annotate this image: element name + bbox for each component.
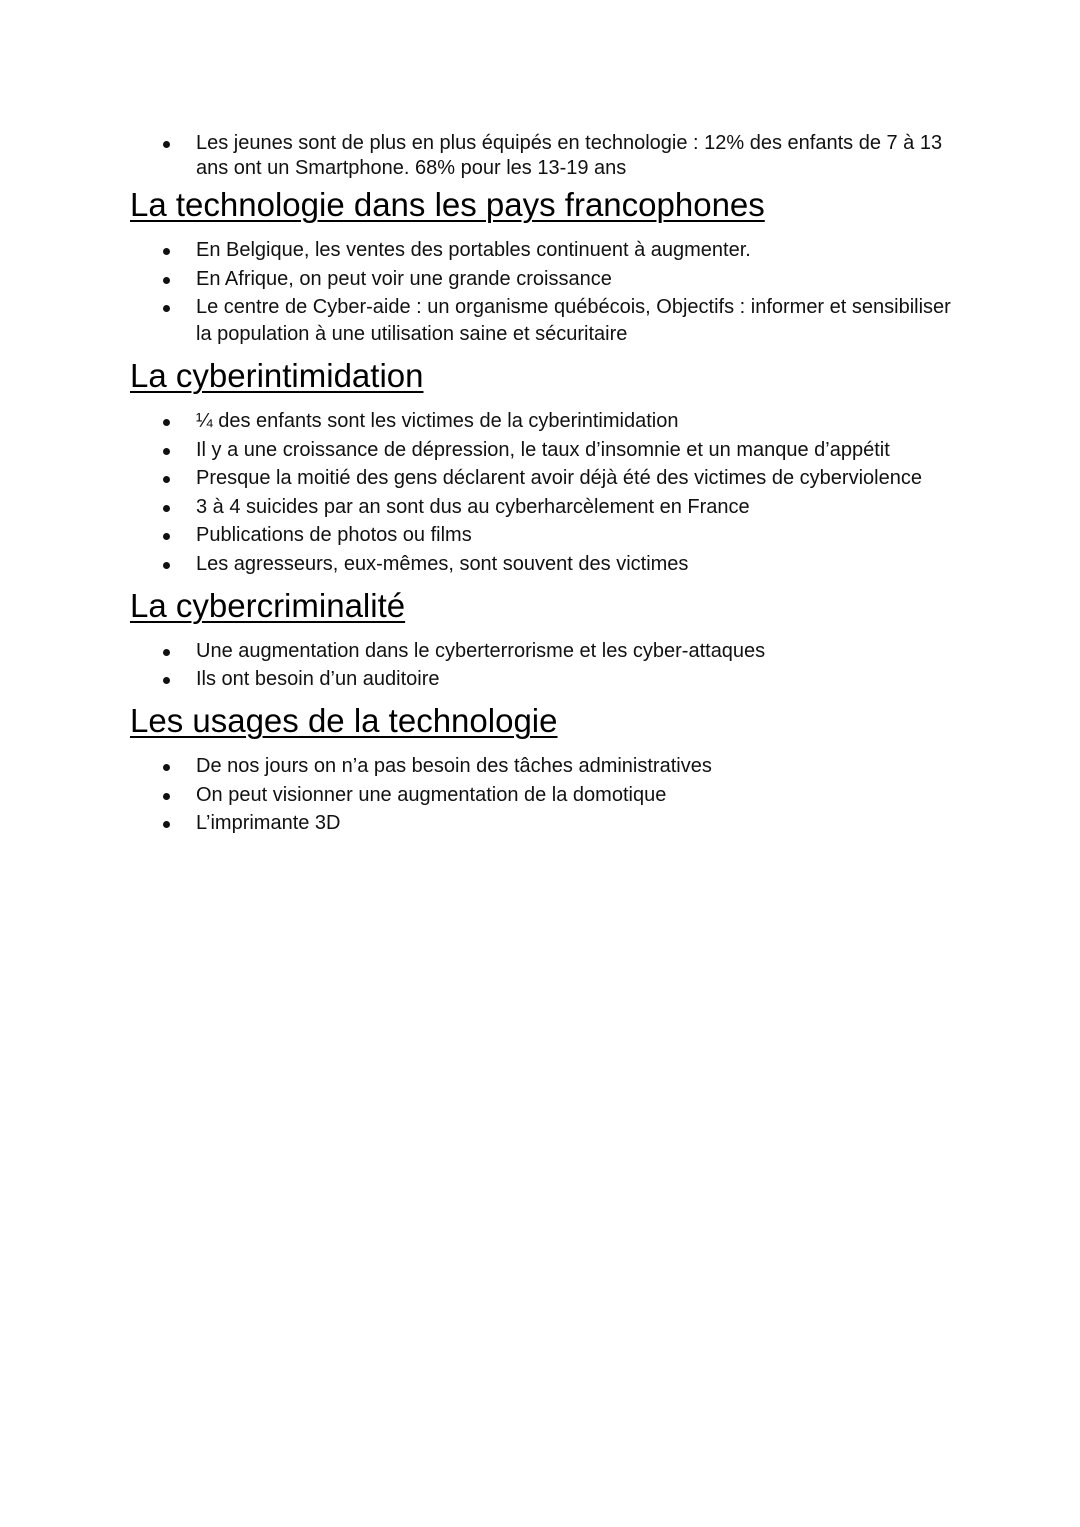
bullet-icon	[163, 305, 170, 312]
list-item-text: Les agresseurs, eux-mêmes, sont souvent des victimes	[196, 552, 689, 575]
list-item-text: Les jeunes sont de plus en plus équipés en technologie : 12% des enfants de 7 à 13 ans ont un Smartphone. 68% pour les 13-19 ans	[196, 132, 943, 179]
bullet-icon	[163, 141, 170, 148]
list-item-text: En Belgique, les ventes des portables continuent à augmenter.	[196, 239, 751, 261]
section-technologie-francophones	[130, 185, 960, 348]
list-item	[130, 782, 960, 809]
bullet-icon	[163, 764, 170, 771]
list-item-text: Ils ont besoin d’un auditoire	[196, 668, 440, 690]
section-title: La technologie dans les pays francophones	[130, 186, 765, 223]
document-content	[130, 131, 960, 839]
bullet-icon	[163, 277, 170, 284]
list-item	[130, 666, 960, 693]
list-item-text: 3 à 4 suicides par an sont dus au cyberharcèlement en France	[196, 495, 750, 518]
section-cyberintimidation	[130, 356, 960, 578]
list-item-text: En Afrique, on peut voir une grande croissance	[196, 267, 612, 290]
bullet-icon	[163, 248, 170, 255]
section-title: Les usages de la technologie	[130, 702, 558, 739]
list-item	[130, 131, 960, 181]
list-item-text: Il y a une croissance de dépression, le taux d’insomnie et un manque d’appétit	[196, 438, 890, 461]
list-item-text: Presque la moitié des gens déclarent avoir déjà été des victimes de cyberviolence	[196, 467, 922, 489]
bullet-icon	[163, 419, 170, 426]
bullet-icon	[163, 821, 170, 828]
intro-list	[130, 131, 960, 181]
list-item-text: Publications de photos ou films	[196, 524, 472, 546]
list-item	[130, 494, 960, 521]
list-item	[130, 638, 960, 665]
list-item-text: On peut visionner une augmentation de la domotique	[196, 783, 667, 806]
list-item	[130, 237, 960, 264]
section-title: La cybercriminalité	[130, 586, 406, 624]
section-list	[130, 753, 960, 837]
list-item	[130, 465, 960, 492]
list-item	[130, 810, 960, 837]
bullet-icon	[163, 476, 170, 483]
list-item	[130, 266, 960, 293]
bullet-icon	[163, 562, 170, 569]
bullet-icon	[163, 649, 170, 656]
bullet-icon	[163, 448, 170, 455]
list-item-text: Une augmentation dans le cyberterrorisme et les cyber-attaques	[196, 639, 766, 662]
list-item	[130, 551, 960, 578]
section-title: La cyberintimidation	[130, 357, 424, 394]
list-item-text: L’imprimante 3D	[196, 812, 341, 834]
section-usages-technologie	[130, 701, 960, 837]
bullet-icon	[163, 505, 170, 512]
list-item-text: De nos jours on n’a pas besoin des tâches administratives	[196, 755, 712, 777]
list-item	[130, 753, 960, 780]
list-item	[130, 408, 960, 435]
list-item	[130, 522, 960, 549]
list-item-text: ¼ des enfants sont les victimes de la cyberintimidation	[196, 410, 679, 432]
section-cybercriminalite	[130, 586, 960, 694]
list-item-text: Le centre de Cyber-aide : un organisme québécois, Objectifs : informer et sensibiliser la population à une utilisation saine et sécuritaire	[196, 296, 951, 345]
list-item	[130, 294, 960, 348]
section-list	[130, 237, 960, 348]
bullet-icon	[163, 533, 170, 540]
bullet-icon	[163, 677, 170, 684]
section-list	[130, 408, 960, 578]
section-list	[130, 638, 960, 694]
bullet-icon	[163, 793, 170, 800]
list-item	[130, 437, 960, 464]
